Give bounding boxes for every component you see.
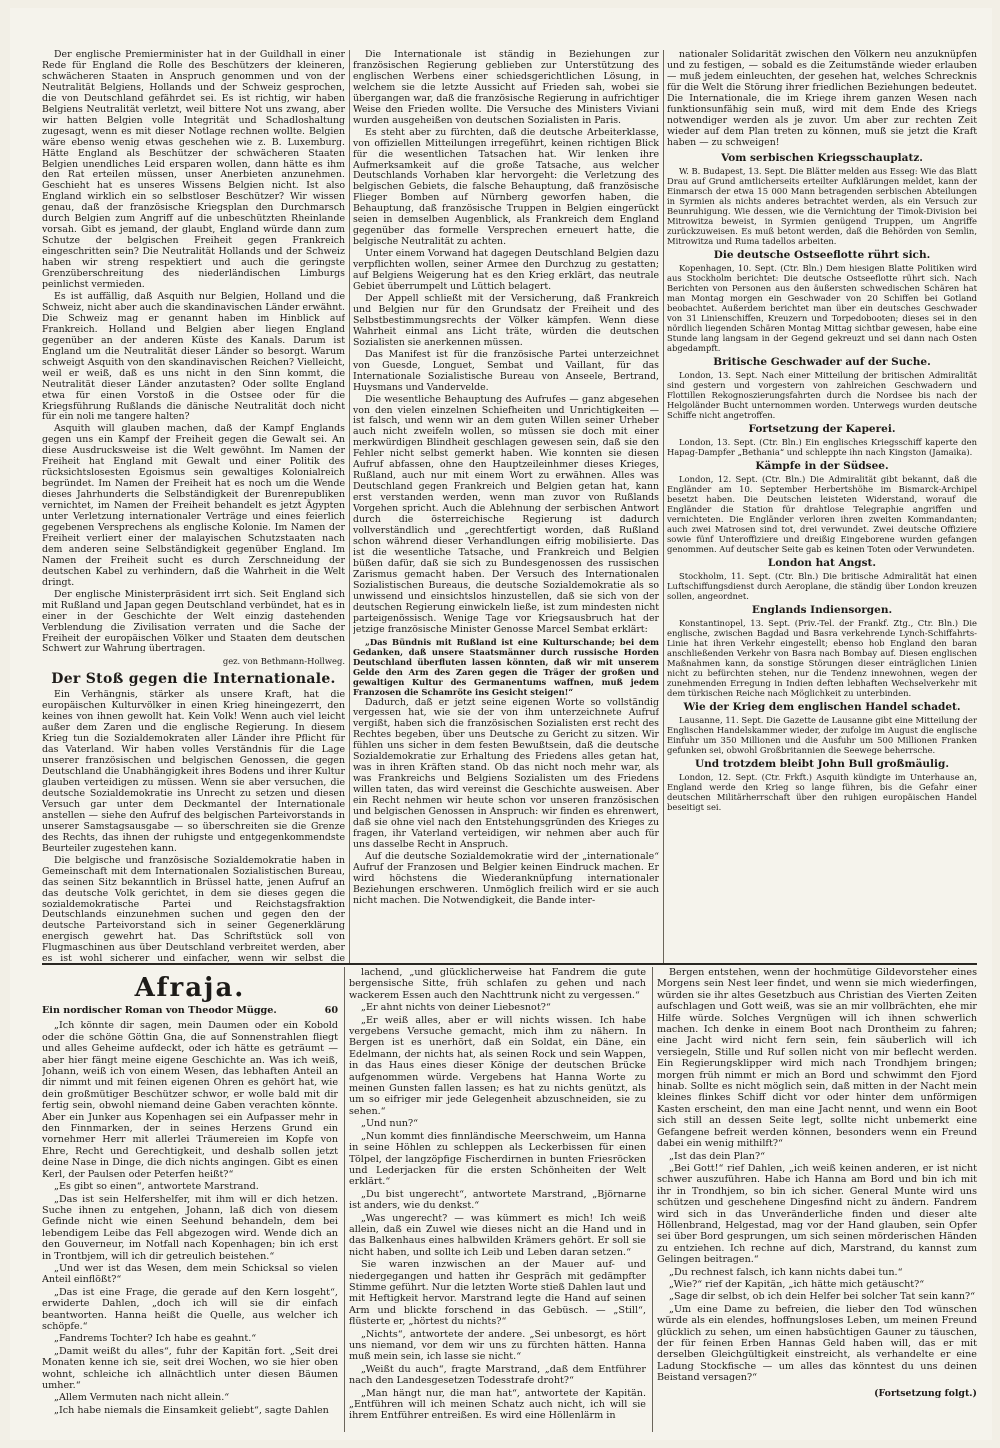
novel-column-3 <box>657 967 977 1432</box>
paragraph: Unter einem Vorwand hat dagegen Deutschland Belgien dazu verpflichten wollen, seiner Armee den Durchzug zu gestatten; auf Belgiens Weigerung hat es den Krieg erklärt, das neutrale Gebiet überrumpelt und Lüttich belagert. <box>353 248 659 293</box>
paragraph: „Er weiß alles, aber er will nichts wissen. Ich habe vergebens Versuche gemacht, mich ihm zu nähern. In Bergen ist es unerhört, daß ein Soldat, ein Däne, ein Edelmann, der nichts hat, als seinen Rock und sein Wappen, in das Haus eines dieser Könige der deutschen Brücke aufgenommen würde. Vergebens hat Hanna Worte zu meinen Gunsten fallen lassen; es hat zu nichts genützt, als um so eifriger mir jede Gelegenheit abzuschneiden, sie zu sehen.“ <box>349 1014 646 1117</box>
headline-british-squadrons: Britische Geschwader auf der Suche. <box>713 355 931 368</box>
paragraph: Der Appell schließt mit der Versicherung, daß Frankreich und Belgien nur für den Grundsatz der Freiheit und des Selbstbestimmungsrechts der Völker kämpfen. Wenn diese Wahrheit einmal ans Licht träte, würden die deutschen Sozialisten sie anerkennen müssen. <box>353 292 659 348</box>
paragraph: Bergen entstehen, wenn der hochmütige Gildevorsteher eines Morgens sein Nest leer findet, und wenn sie mich wiederfingen, würden sie ihr altes Gesetzbuch aus Christian des Vierten Zeiten aufschlagen und Gott weiß, was sie an mir vollbrächten, ehe mir Hilfe würde. Solches Vergnügen will ich ihnen schwerlich machen. Ich denke in einem Boot nach Drontheim zu fahren; eine Jacht wird nicht fern sein, fein säuberlich will ich versiegeln, Stille und Ruf sollen nicht von mir beflecht werden. Ein Regierungsklipper wird mich nach Trondhjem bringen; morgen früh nimmt er mich an Bord und schwimmt den Fjord hinab. Sollte es nicht möglich sein, daß mitten in der Nacht mein kleines flinkes Schiff dicht vor oder hinter dem unförmigen Kasten erscheint, den man eine Jacht nennt, und wenn ein Boot sich still an dessen Seite legt, sollte nicht unbemerkt eine Gefangene befreit werden können, besonders wenn ein Freund dabei ein wenig mithilft?“ <box>657 967 977 1150</box>
paragraph: „Und nun?“ <box>361 1118 419 1130</box>
novel-subtitle-row <box>42 1005 338 1016</box>
headline-london-fear: London hat Angst. <box>767 556 877 569</box>
paragraph: „Wie?“ rief der Kapitän, „ich hätte mich getäuscht?“ <box>669 1278 925 1290</box>
paragraph: „Allem Vermuten nach nicht allein.“ <box>54 1392 230 1404</box>
novel-column-2 <box>349 967 646 1432</box>
paragraph: „Weißt du auch“, fragte Marstrand, „daß dem Entführer nach den Landesgesetzen Todesstrafe droht?“ <box>349 1363 646 1387</box>
news-item: London, 12. Sept. (Ctr. Frkft.) Asquith kündigte im Unterhause an, England werde den Krieg so lange führen, bis die Gefahr einer deutschen Militärherrschaft über den ruhigen europäischen Handel beseitigt sei. <box>667 771 977 812</box>
headline-serbian-front: Vom serbischen Kriegsschauplatz. <box>721 151 923 164</box>
paragraph: Dadurch, daß er jetzt seine eigenen Worte so vollständig vergessen hat, wie sie der von ihm unterzeichnete Aufruf vergißt, haben sich die französischen Sozialisten erst recht des Rechtes begeben, über uns Deutsche zu Gericht zu sitzen. Wir fühlen uns sicher in dem festen Bewußtsein, daß die deutsche Sozialdemokratie zur Erhaltung des Friedens alles getan hat, was in ihren Kräften stand. Ob das nicht noch mehr war, als was Frankreichs und Belgiens Sozialisten um des Friedens willen taten, das wird vereinst die Geschichte ausweisen. Aber ein Recht nehmen wir heute schon vor unseren französischen und belgischen Genossen in Anspruch: wir finden es ehrenwert, daß sie ohne viel nach den Entstehungsgründen des Krieges zu fragen, ihr Vaterland verteidigen, wir nehmen aber auch für uns dasselbe Recht in Anspruch. <box>353 696 659 850</box>
paragraph: „Bei Gott!“ rief Dahlen, „ich weiß keinen anderen, er ist nicht schwer auszuführen. Habe ich Hanna am Bord und bin ich mit ihr in Trondhjem, so bin ich sicher. General Munte wird uns schützen und geschehene Dingesfind nicht zu ändern. Fandrem wird sich in das Unveränderliche finden und dieser alte Höllenbrand, Helgestad, mag vor der Hand glauben, sein Opfer sei über Bord gesprungen, um sich seinen mörderischen Händen zu entziehen. Ich rechne auf dich, Marstrand, du kannst zum Gelingen beitragen.“ <box>657 1162 977 1266</box>
news-item: London, 12. Sept. (Ctr. Bln.) Die Admiralität gibt bekannt, daß die Engländer am 10. September Herbertshöhe im Bismarck-Archipel besetzt haben. Die Deutschen leisteten Widerstand, worauf die Engländer die Station für drahtlose Telegraphie angriffen und vernichteten. Die Engländer verloren ihren zweiten Kommandanten; auch zwei Matrosen sind tot, drei verwundet. Zwei deutsche Offiziere sowie fünf Unteroffiziere und dreißig Eingeborene wurden gefangen genommen. Auf deutscher Seite gab es keinen Toten oder Verwundeten. <box>667 473 977 554</box>
paragraph: Die Internationale ist ständig in Beziehungen zur französischen Regierung geblieben zur Unterstützung des englischen Werbens einer schiedsgerichtlichen Lösung, in welchem sie die letzte Aussicht auf Frieden sah, wobei sie übergangen war, daß die französische Regierung in aufrichtiger Weise den Frieden wollte. Die Versuche des Ministers Viviani wurden ausgeheißen von deutschen Sozialisten in Paris. <box>353 50 659 126</box>
news-item: Stockholm, 11. Sept. (Ctr. Bln.) Die britische Admiralität hat einen Luftschiffungsdienst durch Aeroplane, die ständig über London kreuzen sollen, angeordnet. <box>667 570 977 601</box>
paragraph: Auf die deutsche Sozialdemokratie wird der „internationale“ Aufruf der Franzosen und Belgier keinen Eindruck machen. Er wird höchstens die Wiederanknüpfung internationaler Beziehungen erschweren. Unmöglich freilich wird er sie auch nicht machen. Die Notwendigkeit, die Bande inter- <box>353 850 659 906</box>
paragraph: „Ist das dein Plan?“ <box>669 1150 766 1162</box>
paragraph: Es ist auffällig, daß Asquith nur Belgien, Holland und die Schweiz, nicht aber auch die skandinavischen Länder erwähnt. Die Schweiz mag er genannt haben im Hinblick auf Frankreich. Holland und Belgien aber liegen England gegenüber an der anderen Küste des Kanals. Darum ist England um die Neutralität dieser Länder so besorgt. Warum schweigt Asquith von den skandinavischen Reichen? Vielleicht, weil er weiß, daß es uns nicht in den Sinn kommt, die Neutralität dieser Länder anzutasten? Oder sollte England etwa für einen Vorstoß in die Ostsee oder für die Kriegsführung Rußlands die dänische Neutralität doch nicht für ein noli me tangere halten? <box>42 290 345 423</box>
paragraph: lachend, „und glücklicherweise hat Fandrem die gute bergensische Sitte, früh schlafen zu gehen und nach wackerem Essen auch den Nachttrunk nicht zu vergessen.“ <box>349 967 646 1001</box>
paragraph: „Du rechnest falsch, ich kann nichts dabei tun.“ <box>669 1266 903 1278</box>
feuilleton-section <box>42 967 977 1432</box>
headline-south-seas: Kämpfe in der Südsee. <box>755 459 889 472</box>
paragraph: „Nun kommt dies finnländische Meerschweim, um Hanna in seine Höhlen zu schleppen als Leckerbissen für einen Tölpel, der langzöpfige Fischerdirnen in bunten Friesröcken und Lederjacken für die ersten Schönheiten der Welt erklärt.“ <box>349 1130 646 1188</box>
headline-india: Englands Indiensorgen. <box>751 603 893 616</box>
paragraph: „Damit weißt du alles“, fuhr der Kapitän fort. „Seit drei Monaten kenne ich sie, seit drei Wochen, wo sie hier oben wohnt, schleiche ich allnächtlich unter diesen Bäumen umher.“ <box>42 1345 338 1391</box>
paragraph: „Man hängt nur, die man hat“, antwortete der Kapitän. „Entführen will ich meinen Schatz auch nicht, ich will sie ihrem Entführer entreißen. Es wird eine Höllenlärm in <box>349 1387 646 1422</box>
paragraph: „Und wer ist das Wesen, dem mein Schicksal so vielen Anteil einflößt?“ <box>42 1262 338 1286</box>
column-2 <box>353 50 659 965</box>
news-item: W. B. Budapest, 13. Sept. Die Blätter melden aus Esseg: Wie das Blatt Drau auf Grund amtlicherseits erteilter Aufklärungen meldet, kann der Einmarsch der etwa 15 000 Mann betragenden serbischen Abteilungen in Syrmien als nichts anderes betrachtet werden, als ein Versuch zur Beunruhigung. Wie dessen, wie die Vernichtung der Timok-Division bei Mitrowitza beweist, in Syrmien genügend Truppen, um Angriffe zurückzuweisen. Es muß betont werden, daß die Behörden von Semlin, Mitrowitza und Ruma tadellos arbeiten. <box>667 165 977 246</box>
paragraph: Ein Verhängnis, stärker als unsere Kraft, hat die europäischen Kulturvölker in einen Krieg hineingezerrt, den keines von ihnen gewollt hat. Kein Volk! Wenn auch viel leicht außer dem Zaren und die englische Regierung. In diesem Krieg tun die Sozialdemokraten aller Länder ihre Pflicht für das Vaterland. Wir haben volles Verständnis für die Lage unserer französischen und belgischen Genossen, die gegen Deutschland die Unabhängigkeit ihres Bodens und ihrer Kultur glauben verteidigen zu müssen. Wenn sie aber versuchen, die deutsche Sozialdemokratie ins Unrecht zu setzen und diesen Versuch gar unter dem Deckmantel der Internationale anstellen — siehe den Aufruf des belgischen Parteivorstands in unserer Samstagsausgabe — so überschreiten sie die Grenze des Rechts, das ihnen der ruhigste und entgegenkommendste Beurteiler zugestehen kann. <box>42 689 345 854</box>
paragraph: „Das ist eine Frage, die gerade auf den Kern losgeht“, erwiderte Dahlen, „doch ich will sie dir einfach beantworten. Hanna heißt die Quelle, aus welcher ich schöpfe.“ <box>42 1286 338 1332</box>
paragraph: „Nichts“, antwortete der andere. „Sei unbesorgt, es hört uns niemand, vor dem wir uns zu fürchten hätten. Hanna muß mein sein, ich lasse sie nicht.“ <box>349 1328 646 1363</box>
news-item: Lausanne, 11. Sept. Die Gazette de Lausanne gibt eine Mitteilung der Englischen Handelskammer wieder, der zufolge im August die englische Einfuhr um 350 Millionen und die Ausfuhr um 500 Millionen Franken gefunken sei, obwohl Großbritannien die Seewege beherrsche. <box>667 714 977 755</box>
paragraph: Sie waren inzwischen an der Mauer auf- und niedergegangen und hatten ihr Gespräch mit gedämpfter Stimme geführt. Nur die letzten Worte stieß Dahlen laut und mit Heftigkeit hervor. Marstrand legte die Hand auf seinen Arm und blickte forschend in das Gebüsch. — „Still“, flüsterte er, „hörtest du nichts?“ <box>349 1259 646 1328</box>
continuation-note: (Fortsetzung folgt.) <box>874 1387 977 1399</box>
paragraph: „Um eine Dame zu befreien, die lieber den Tod wünschen würde als ein elendes, hoffnungsloses Leben, um meinen Freund glücklich zu sehen, um einen habsüchtigen Gauner zu täuschen, der für feinen Erben Hannas Geld haben will, das er mit derselben Gleichgültigkeit einstreicht, als verhandelte er eine Ladung Stockfische — um alles das könntest du uns deinen Beistand versagen?“ <box>657 1303 977 1384</box>
paragraph: „Sage dir selbst, ob ich dein Helfer bei solcher Tat sein kann?“ <box>669 1291 976 1303</box>
paragraph: „Er ahnt nichts von deiner Liebesnot?“ <box>361 1002 551 1014</box>
news-item: Kopenhagen, 10. Sept. (Ctr. Bln.) Dem hiesigen Blatte Politiken wird aus Stockholm berichtet: Die deutsche Ostseeflotte rührt sich. Nach Berichten von Personen aus den äußersten schwedischen Schären hat man Montag morgen ein Geschwader von 20 Schiffen bei Gotland beobachtet. Außerdem berichtet man über ein deutsches Geschwader von 31 Linienschiffen, Kreuzern und Torpedobooten; dieses sei in den nördlich liegenden Schären Montag Mittag sichtbar gewesen, habe eine Stunde lang langsam in der Gegend gekreuzt und sei dann nach Osten abgedampft. <box>667 262 977 353</box>
paragraph: „Was ungerecht? — was kümmert es mich! Ich weiß allein, daß ein Zuwel wie dieses nicht an die Hand und in das Balkenhaus eines halbwilden Krämers gehört. Er soll sie nicht haben, und sollte ich Leib und Leben daran setzen.“ <box>349 1212 646 1258</box>
headline-john-bull: Und trotzdem bleibt John Bull großmäulig. <box>694 757 950 770</box>
signature: gez. von Bethmann-Hollweg. <box>222 656 345 667</box>
headline-baltic-fleet: Die deutsche Ostseeflotte rührt sich. <box>713 248 931 261</box>
paragraph: Das Manifest ist für die französische Partei unterzeichnet von Guesde, Longuet, Sembat und Vaillant, für das Internationale Sozialistische Bureau von Anseele, Bertrand, Huysmans und Vandervelde. <box>353 348 659 393</box>
paragraph: „Das ist sein Helfershelfer, mit ihm will er dich hetzen. Suche ihnen zu entgehen, Johann, laß dich von diesem Gefinde nicht wie einen Seehund behandeln, dem bei lebendigem Leibe das Fell abgezogen wird. Wende dich an den Gouverneur, im Notfall nach Kopenhagen; bin ich erst in Trontbjem, will ich dir getreulich beistehen.“ <box>42 1193 338 1262</box>
installment-number: 60 <box>324 1005 338 1016</box>
bold-quote: „Das Bündnis mit Rußland ist eine Kulturschande; bei dem Gedanken, daß unsere Staatsmänner durch russische Horden Deutschland überfluten lassen könnten, daß wir mit unserem Gelde den Arm des Zaren gegen die Träger der großen und gewaltigen Kultur des Germanentums waffnen, muß jedem Franzosen die Schamröte ins Gesicht steigen!“ <box>353 636 659 697</box>
paragraph: „Du bist ungerecht“, antwortete Marstrand, „Björnarne ist anders, wie du denkst.“ <box>349 1188 646 1212</box>
paragraph: „Es gibt so einen“, antwortete Marstrand. <box>54 1181 259 1193</box>
paragraph: „Ich könnte dir sagen, mein Daumen oder ein Kobold oder die schöne Göttin Gna, die auf Sonnenstrahlen fliegt und alles Geheime aufdeckt, oder ich hätte es geträumt — aber hier fängt meine eigene Geschichte an. Was ich weiß, Johann, weiß ich von einem Wesen, das lebhaften Anteil an dir nimmt und mit feinen eigenen Ohren es gehört hat, wie dein großmütiger Beschützer schwor, er wolle bald mit dir fertig sein, obwohl niemand deine Gaben verachten könnte. Aber ein Junker aus Kopenhagen sei ein Aufpasser mehr in den Finnmarken, der in seines Herzens Grund ein vornehmer Herr mit allerlei Träumereien im Kopfe von Ehre, Recht und Gerechtigkeit, und deshalb sollen jetzt deine Nase in Dinge, die dich nichts angingen. Gibt es einen Kerl, der Paulsen oder Peterfen heißt?“ <box>42 1020 338 1180</box>
headline-capture: Fortsetzung der Kaperei. <box>748 422 896 435</box>
novel-title: Afraja. <box>134 973 246 1003</box>
paragraph: Asquith will glauben machen, daß der Kampf Englands gegen uns ein Kampf der Freiheit gegen die Gewalt sei. An diese Ausdrucksweise ist die Welt gewöhnt. Im Namen der Freiheit hat England mit Gewalt und einer Politik des rücksichtslosesten Egoismus sein gewaltiges Kolonialreich begründet. Im Namen der Freiheit hat es noch um die Wende dieses Jahrhunderts die Selbständigkeit der Burenrepubliken vernichtet, im Namen der Freiheit behandelt es jetzt Ägypten unter Verletzung internationaler Verträge und eines feierlich gegebenen Versprechens als englische Kolonie. Im Namen der Freiheit verliert einer der malayischen Schutzstaaten nach dem anderen seine Selbständigkeit gegenüber England. Im Namen der Freiheit sucht es durch Zerschneidung der deutschen Kabel zu verhindern, daß die Wahrheit in die Welt dringt. <box>42 423 345 588</box>
paragraph: Der englische Ministerpräsident irrt sich. Seit England sich mit Rußland und Japan gegen Deutschland verbündet, hat es in einer in der Geschichte der Welt einzig dastehenden Verblendung die Zivilisation verraten und die Sache der Freiheit der europäischen Völker und Staaten dem deutschen Schwert zur Wahrung übertragen. <box>42 588 345 655</box>
paragraph: Der englische Premierminister hat in der Guildhall in einer Rede für England die Rolle des Beschützers der kleineren, schwächeren Staaten in Anspruch genommen und von der Neutralität Belgiens, Hollands und der Schweiz gesprochen, die von Deutschland gefährdet sei. Es ist richtig, wir haben Belgiens Neutralität verletzt, weil bittere Not uns zwang, aber wir hatten Belgien volle Integrität und Schadloshaltung zugesagt, wenn es mit dieser Notlage rechnen wollte. Belgien wäre ebenso wenig etwas geschehen wie z. B. Luxemburg. Hätte England als Beschützer der schwächeren Staaten Belgien unendliches Leid ersparen wollen, dann hätte es ihm den Rat erteilen müssen, unser Anerbieten anzunehmen. Geschieht hat es unseres Wissens Belgien nicht. Ist also England wirklich ein so selbstloser Beschützer? Wir wissen genau, daß der französische Kriegsplan den Durchmarsch durch Belgien zum Angriff auf die unbeschützten Rheinlande vorsah. Gibt es jemand, der glaubt, England würde dann zum Schutze der belgischen Freiheit gegen Frankreich eingeschritten sein? Die Neutralität Hollands und der Schweiz haben wir streng respektiert und auch die geringste Grenzüberschreitung des niederländischen Limburgs peinlichst vermieden. <box>42 50 345 291</box>
novel-subtitle: Ein nordischer Roman von Theodor Mügge. <box>42 1005 277 1016</box>
news-item: London, 13. Sept. Nach einer Mitteilung der britischen Admiralität sind gestern und vorgestern von zahlreichen Geschwadern und Flottillen Rekognoszierungsfahrten durch die Nordsee bis nach der Helgoländer Bucht unternommen worden. Unterwegs wurden deutsche Schiffe nicht angetroffen. <box>667 369 977 420</box>
headline-trade: Wie der Krieg dem englischen Handel schadet. <box>683 700 961 713</box>
paragraph: nationaler Solidarität zwischen den Völkern neu anzuknüpfen und zu festigen, — sobald es die Zeitumstände wieder erlauben — muß jedem einleuchten, der gesehen hat, welches Schrecknis für die Welt die Störung ihrer friedlichen Beziehungen bedeutet. Die Internationale, die im Kriege ihrem ganzen Wesen nach funktionsunfähig sein muß, wird mit dem Ende des Kriegs notwendiger werden als je zuvor. Um aber zur rechten Zeit wieder auf dem Plan treten zu können, muß sie jetzt die Kraft haben — zu schweigen! <box>667 50 977 148</box>
news-item: Konstantinopel, 13. Sept. (Priv.-Tel. der Frankf. Ztg., Ctr. Bln.) Die englische, zwischen Bagdad und Basra verkehrende Lynch-Schiffahrts-Linie hat ihren Verkehr eingestellt; ebenso hob England den baran anschließenden Verkehr von Basra nach Bombay auf. Diesen englischen Maßnahmen kann, da sonstige Störungen dieser einträglichen Linien nicht zu befürchten stehen, nur die Tendenz innewohnen, wegen der zunehmenden Erregung in Indien deften lebhaften Wechselverkehr mit dem türkischen Reiche nach Möglichkeit zu unterbinden. <box>667 617 977 698</box>
paragraph: „Fandrems Tochter? Ich habe es geahnt.“ <box>54 1333 257 1345</box>
news-item: London, 13. Sept. (Ctr. Bln.) Ein englisches Kriegsschiff kaperte den Hapag-Dampfer „Bethania“ und schleppte ihn nach Kingston (Jamaika). <box>667 436 977 457</box>
paragraph: Die belgische und französische Sozialdemokratie haben in Gemeinschaft mit dem Internationalen Sozialistischen Bureau, das seinen Sitz bekanntlich in Brüssel hatte, jenen Aufruf an das deutsche Volk gerichtet, in dem sie dieses gegen die sozialdemokratische Partei und Reichstagsfraktion Deutschlands einzunehmen suchen und gegen den der deutsche Parteivorstand sich in seiner Gegenerklärung energisch gewehrt hat. Das Schriftstück soll von Flugmaschinen aus über Deutschland verbreitet werden, aber es ist wohl sicherer und einfacher, wenn wir selbst die <box>42 854 345 965</box>
novel-column-1 <box>42 967 338 1432</box>
headline-internationale: Der Stoß gegen die Internationale. <box>51 671 336 688</box>
paragraph: Es steht aber zu fürchten, daß die deutsche Arbeiterklasse, von offiziellen Mitteilungen irregeführt, keinen richtigen Blick für die wesentlichen Tatsachen hat. Wir lenken ihre Aufmerksamkeit auf die große Tatsache, aus welcher Deutschlands Vorhaben klar hervorgeht: die Verletzung des belgischen Gebiets, die falsche Behauptung, daß französische Flieger Bomben auf Nürnberg geworfen haben, die Behauptung, daß französische Truppen in Belgien eingerückt seien in demselben Augenblick, als Frankreich dem England gegenüber das formelle Versprechen erneuert hatte, die belgische Neutralität zu achten. <box>353 126 659 248</box>
column-3 <box>667 50 977 965</box>
paragraph: „Ich habe niemals die Einsamkeit geliebt“, sagte Dahlen <box>54 1404 329 1416</box>
column-1 <box>42 50 345 965</box>
news-section <box>42 50 977 965</box>
paragraph: Die wesentliche Behauptung des Aufrufes — ganz abgesehen von den vielen einzelnen Schiefheiten und Unrichtigkeiten — ist falsch, und wenn wir an dem guten Willen seiner Urheber auch nicht zweifeln wollen, so müssen sie doch mit einer merkwürdigen Blindheit geschlagen gewesen sein, daß sie den Fehler nicht selbst gemerkt haben. Wie konnten sie diesen Aufruf abfassen, ohne den Hauptzeileinhmer dieses Krieges, Rußland, auch nur mit einem Wort zu erwähnen. Alles was Deutschland gegen Frankreich und Belgien getan hat, kann erst verstanden werden, wenn man zuvor von Rußlands Vorgehen spricht. Auch die Ablehnung der serbischen Antwort durch die österreichische Regierung ist dadurch vollverständlich und „gerechtfertigt worden, daß Rußland schon während dieser Verhandlungen eifrig mobilisierte. Das ist die wesentliche Tatsache, und Frankreich und Belgien büßen dafür, daß sie sich zu Bundesgenossen des russischen Zarismus gemacht haben. Der Versuch des Internationalen Sozialistischen Bureaus, die deutsche Sozialdemokratie als so unwissend und einsichtslos hinzustellen, daß sie sich von der deutschen Regierung einwickeln ließe, ist zum mindesten nicht parteigenössisch. Wenige Tage vor Kriegsausbruch hat der jetzige französische Minister Genosse Marcel Sembat erklärt: <box>353 393 659 635</box>
